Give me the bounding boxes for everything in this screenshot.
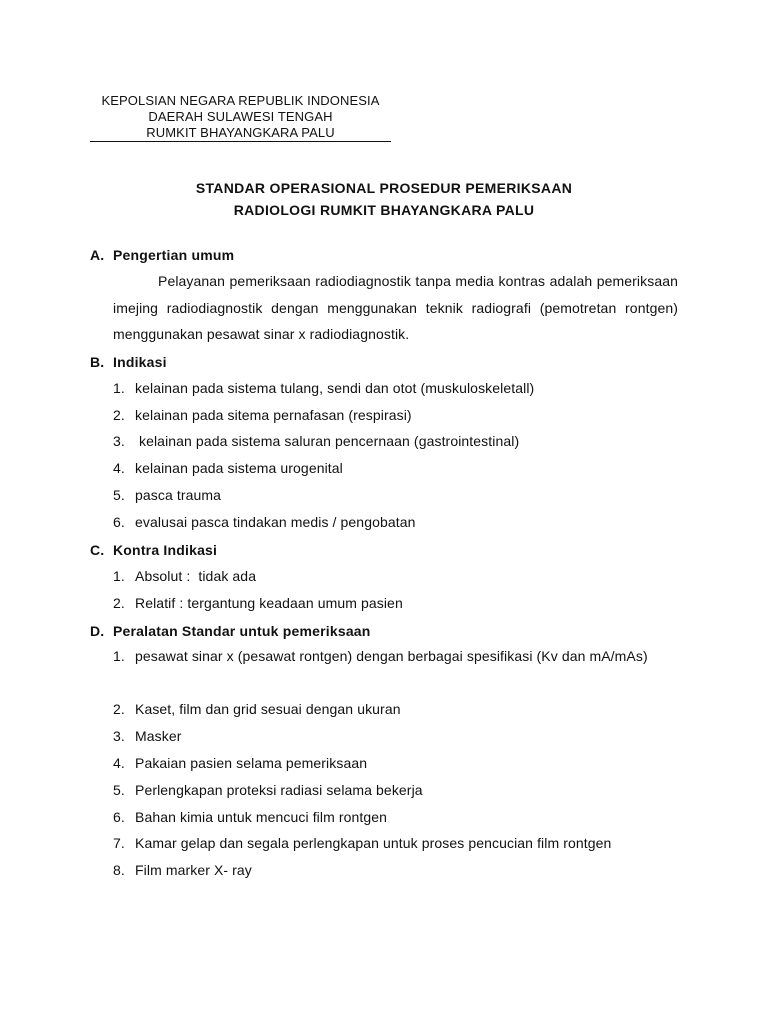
section-c-heading: [90, 541, 217, 559]
list-number: 1.: [113, 568, 125, 584]
list-text: pesawat sinar x (pesawat rontgen) dengan berbagai spesifikasi (Kv dan mA/mAs): [135, 648, 648, 664]
list-number: 3.: [113, 728, 125, 744]
list-text: pasca trauma: [135, 487, 222, 503]
list-number: 2.: [113, 701, 125, 717]
list-item: [113, 590, 678, 617]
section-d-heading: [90, 622, 371, 640]
section-a-heading: [90, 246, 234, 264]
list-text: kelainan pada sistema tulang, sendi dan otot (muskuloskeletall): [135, 380, 535, 396]
list-text: Absolut : tidak ada: [135, 568, 257, 584]
list-text: kelainan pada sistema urogenital: [135, 460, 343, 476]
list-number: 1.: [113, 648, 125, 664]
list-number: 3.: [113, 433, 125, 449]
section-a-title: Pengertian umum: [113, 247, 235, 263]
list-text: kelainan pada sistema saluran pencernaan (gastrointestinal): [135, 433, 520, 449]
section-c-title: Kontra Indikasi: [113, 542, 218, 558]
list-item: [113, 482, 678, 509]
list-number: 2.: [113, 407, 125, 423]
list-item: [113, 723, 678, 750]
list-text: Kaset, film dan grid sesuai dengan ukuran: [135, 701, 401, 717]
section-b-letter: B.: [90, 354, 105, 370]
list-number: 2.: [113, 595, 125, 611]
list-number: 6.: [113, 809, 125, 825]
list-number: 6.: [113, 514, 125, 530]
list-item: [113, 455, 678, 482]
list-number: 4.: [113, 755, 125, 771]
title-line-1: STANDAR OPERASIONAL PROSEDUR PEMERIKSAAN: [195, 180, 573, 196]
list-item: [113, 643, 678, 670]
list-text: Kamar gelap dan segala perlengkapan untuk proses pencucian film rontgen: [135, 835, 612, 851]
letterhead: [90, 93, 391, 141]
letterhead-line-1: KEPOLSIAN NEGARA REPUBLIK INDONESIA: [101, 93, 380, 108]
list-item: [113, 857, 678, 884]
list-item: [113, 563, 678, 590]
list-text: Film marker X- ray: [135, 862, 252, 878]
list-text: Pakaian pasien selama pemeriksaan: [135, 755, 368, 771]
list-text: Bahan kimia untuk mencuci film rontgen: [135, 809, 388, 825]
letterhead-line-3: RUMKIT BHAYANGKARA PALU: [146, 125, 335, 140]
list-number: 5.: [113, 782, 125, 798]
list-item: [113, 830, 678, 857]
letterhead-underline: [90, 141, 391, 142]
list-number: 5.: [113, 487, 125, 503]
title-line-2: RADIOLOGI RUMKIT BHAYANGKARA PALU: [233, 202, 535, 218]
list-text: Relatif : tergantung keadaan umum pasien: [135, 595, 403, 611]
section-b-heading: [90, 353, 167, 371]
list-item: [113, 750, 678, 777]
list-item: [113, 402, 678, 429]
section-a-letter: A.: [90, 247, 105, 263]
section-a-paragraph: Pelayanan pemeriksaan radiodiagnostik tanpa media kontras adalah pemeriksaan imejing radiodiagnostik dengan menggunakan teknik radiografi (pemotretan rontgen) menggunakan pesawat sinar x radiodiagnostik.: [113, 273, 678, 342]
section-c-letter: C.: [90, 542, 105, 558]
list-item: [113, 696, 678, 723]
list-number: 7.: [113, 835, 125, 851]
list-item: [113, 509, 678, 536]
section-d-title: Peralatan Standar untuk pemeriksaan: [113, 623, 371, 639]
list-item: [113, 777, 678, 804]
list-text: evalusai pasca tindakan medis / pengobatan: [135, 514, 416, 530]
section-b-title: Indikasi: [113, 354, 167, 370]
list-text: Perlengkapan proteksi radiasi selama bekerja: [135, 782, 423, 798]
list-item: [113, 804, 678, 831]
letterhead-line-2: DAERAH SULAWESI TENGAH: [148, 109, 333, 124]
list-text: Masker: [135, 728, 182, 744]
document-title: [90, 177, 678, 221]
list-number: 4.: [113, 460, 125, 476]
list-number: 8.: [113, 862, 125, 878]
list-number: 1.: [113, 380, 125, 396]
list-text: kelainan pada sitema pernafasan (respirasi): [135, 407, 412, 423]
list-item: [113, 428, 678, 455]
list-item: [113, 375, 678, 402]
section-d-letter: D.: [90, 623, 105, 639]
